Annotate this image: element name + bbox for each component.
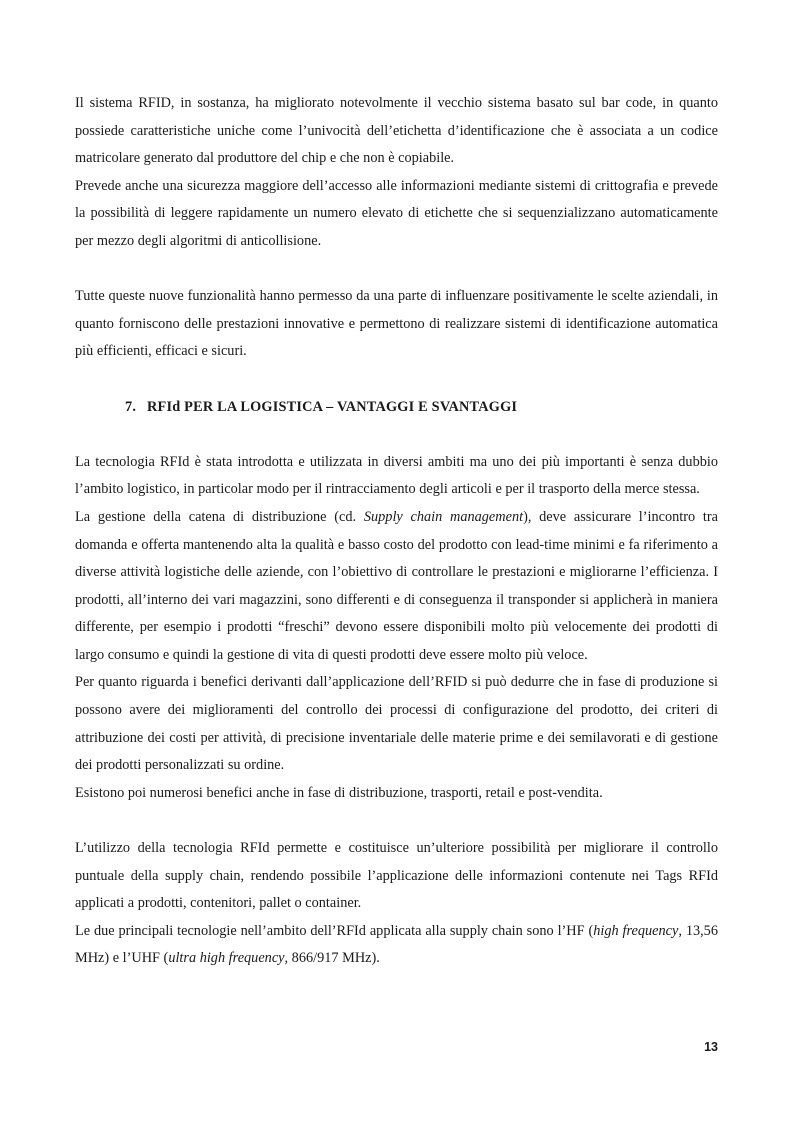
section-title: RFId PER LA LOGISTICA – VANTAGGI E SVANTAGGI: [147, 398, 518, 415]
italic-term: high frequency: [593, 922, 679, 939]
paragraph-rfid-overview: Il sistema RFID, in sostanza, ha migliorato notevolmente il vecchio sistema basato sul bar code, in quanto possiede caratteristiche uniche come l’univocità dell’etichetta d’identificazione che è associata a un codice matricolare generato dal produttore del chip e che non è copiabile.: [75, 95, 718, 167]
paragraph-production-benefits: Per quanto riguarda i benefici derivanti dall’applicazione dell’RFID si può dedurre che in fase di produzione si possono avere dei miglioramenti del controllo dei processi di configurazione del prodotto, dei criteri di attribuzione dei costi per attività, di precisione inventariale delle materie prime e dei semilavorati e di gestione dei prodotti personalizzati su ordine.: [75, 674, 718, 774]
paragraph-frequencies: Le due principali tecnologie nell’ambito dell’RFId applicata alla supply chain sono l’HF (high frequency, 13,56 MHz) e l’UHF (ultra high frequency, 866/917 MHz).: [75, 922, 718, 967]
paragraph-logistics-intro: La tecnologia RFId è stata introdotta e utilizzata in diversi ambiti ma uno dei più importanti è senza dubbio l’ambito logistico, in particolar modo per il rintracciamento degli articoli e per il trasporto della merce stessa.: [75, 453, 718, 498]
paragraph-spacer: [75, 421, 718, 449]
paragraph-rfid-usage: L’utilizzo della tecnologia RFId permette e costituisce un’ulteriore possibilità per migliorare il controllo puntuale della supply chain, rendendo possibile l’applicazione delle informazioni contenute nei Tags RFId applicati a prodotti, contenitori, pallet o container.: [75, 840, 718, 912]
italic-term: ultra high frequency: [168, 950, 285, 967]
paragraph-spacer: [75, 256, 718, 284]
paragraph-functionalities: Tutte queste nuove funzionalità hanno permesso da una parte di influenzare positivamente le scelte aziendali, in quanto forniscono delle prestazioni innovative e permettono di realizzare sistemi di identificazione automatica più efficienti, efficaci e sicuri.: [75, 288, 718, 360]
section-number: 7.: [125, 398, 137, 415]
paragraph-security: Prevede anche una sicurezza maggiore dell’accesso alle informazioni mediante sistemi di crittografia e prevede la possibilità di leggere rapidamente un numero elevato di etichette che si sequenzializzano automaticamente per mezzo degli algoritmi di anticollisione.: [75, 177, 718, 249]
page-number: 13: [704, 1040, 718, 1054]
section-heading: [75, 394, 718, 422]
paragraph-spacer: [75, 366, 718, 394]
page-body: [75, 90, 718, 973]
paragraph-spacer: [75, 807, 718, 835]
italic-term: Supply chain management: [363, 508, 524, 525]
paragraph-distribution-benefits: Esistono poi numerosi benefici anche in fase di distribuzione, trasporti, retail e post-vendita.: [75, 784, 603, 801]
paragraph-supply-chain: La gestione della catena di distribuzione (cd. Supply chain management), deve assicurare l’incontro tra domanda e offerta mantenendo alta la qualità e basso costo del prodotto con lead-time minimi e fa riferimento a diverse attività logistiche delle aziende, con l’obiettivo di controllare le prestazioni e migliorarne l’efficienza. I prodotti, all’interno dei vari magazzini, sono differenti e di conseguenza il transponder si applicherà in maniera differente, per esempio i prodotti “freschi” devono essere disponibili molto più velocemente dei prodotti di largo consumo e quindi la gestione di vita di questi prodotti deve essere molto più veloce.: [75, 508, 718, 663]
